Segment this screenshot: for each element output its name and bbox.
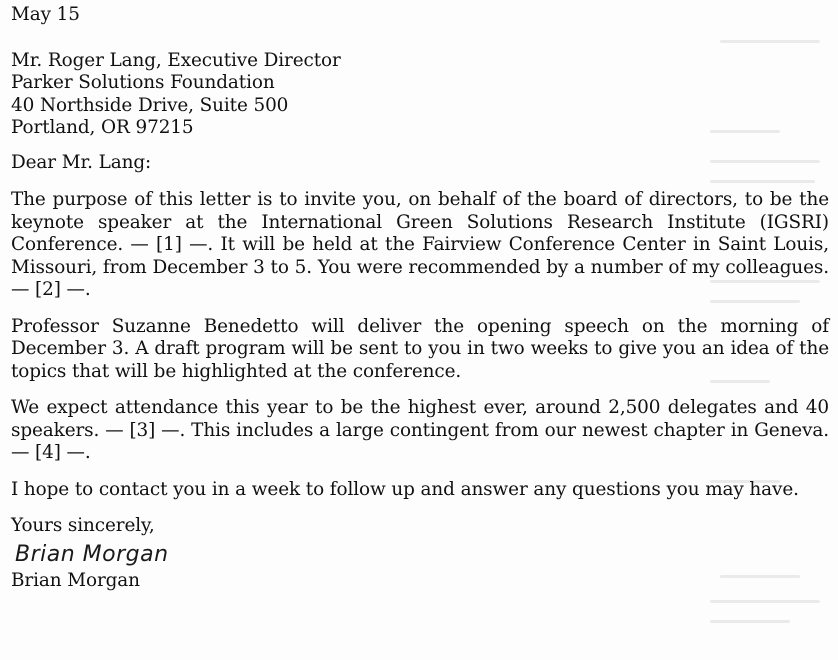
paragraph-follow-up: I hope to contact you in a week to follow up and answer any questions you may have. bbox=[11, 478, 799, 500]
paragraph-invitation: The purpose of this letter is to invite you, on behalf of the board of directors, to be the keynote speaker at the International Green Solutions Research Institute (IGSRI) Conference. — [1] —. It will be held at the Fairview Conference Center in Saint Louis, Missouri, from December 3 to 5. You were recommended by a number of my colleagues. — [2] —. bbox=[11, 189, 829, 300]
handwritten-signature: Brian Morgan bbox=[15, 541, 169, 567]
recipient-address bbox=[11, 50, 829, 140]
recipient-organization: Parker Solutions Foundation bbox=[11, 72, 275, 93]
signer-name: Brian Morgan bbox=[11, 569, 140, 591]
recipient-street: 40 Northside Drive, Suite 500 bbox=[11, 94, 289, 116]
letter-body bbox=[11, 4, 829, 592]
letter-date: May 15 bbox=[11, 4, 80, 25]
recipient-name-title: Mr. Roger Lang, Executive Director bbox=[11, 49, 341, 71]
recipient-city-state-zip: Portland, OR 97215 bbox=[11, 117, 194, 138]
salutation: Dear Mr. Lang: bbox=[11, 151, 152, 173]
complimentary-close: Yours sincerely, bbox=[11, 515, 155, 536]
paragraph-attendance: We expect attendance this year to be the highest ever, around 2,500 delegates and 40 speakers. — [3] —. This includes a large contingent from our newest chapter in Geneva. — [4] —. bbox=[11, 397, 829, 463]
paragraph-program: Professor Suzanne Benedetto will deliver the opening speech on the morning of December 3. A draft program will be sent to you in two weeks to give you an idea of the topics that will be highlighted at the conference. bbox=[11, 315, 829, 382]
